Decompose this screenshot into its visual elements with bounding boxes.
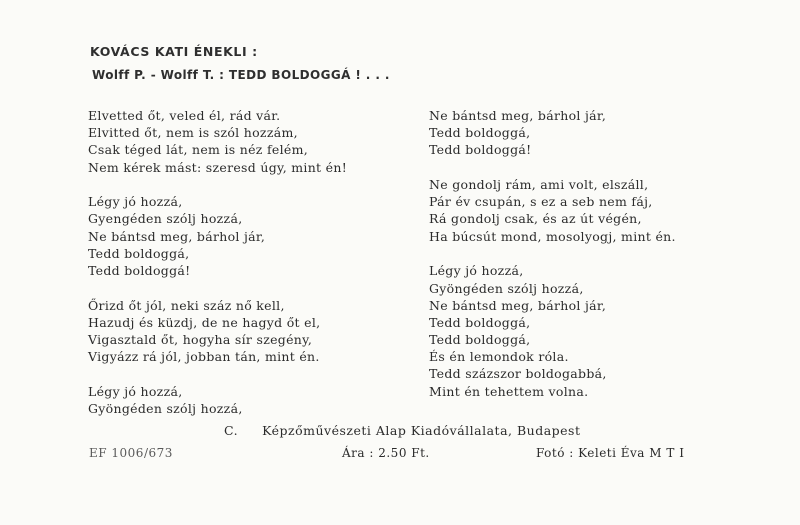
- lyric-line: Légy jó hozzá,: [88, 194, 183, 210]
- artist-title: KOVÁCS KATI ÉNEKLI :: [90, 44, 258, 59]
- stanza: [429, 262, 749, 400]
- lyric-line: Tedd százszor boldogabbá,: [429, 366, 607, 382]
- header: [90, 44, 390, 82]
- lyric-line: Ha búcsút mond, mosolyogj, mint én.: [429, 228, 676, 244]
- photo-credit: Fotó : Keleti Éva M T I: [536, 446, 685, 460]
- lyric-line: Tedd boldoggá,: [429, 125, 531, 141]
- lyric-line: Ne bántsd meg, bárhol jár,: [88, 228, 266, 244]
- lyric-line: Ne gondolj rám, ami volt, elszáll,: [429, 177, 649, 193]
- price-label: Ára : 2.50 Ft.: [342, 446, 430, 460]
- lyric-line: Elvetted őt, veled él, rád vár.: [88, 108, 281, 123]
- lyric-line: Pár év csupán, s ez a seb nem fáj,: [429, 194, 653, 210]
- catalog-code: EF 1006/673: [89, 446, 173, 460]
- lyric-line: Tedd boldoggá,: [429, 332, 531, 348]
- lyric-line: Őrizd őt jól, neki száz nő kell,: [88, 297, 285, 313]
- publisher-prefix: C.: [224, 423, 239, 438]
- lyric-line: Gyöngéden szólj hozzá,: [88, 401, 243, 417]
- lyric-line: Tedd boldoggá,: [88, 245, 190, 261]
- lyric-line: Tedd boldoggá!: [429, 142, 532, 158]
- stanza: [88, 383, 388, 417]
- lyric-line: Nem kérek mást: szeresd úgy, mint én!: [88, 159, 348, 175]
- lyric-line: Légy jó hozzá,: [429, 263, 524, 279]
- lyric-line: Csak téged lát, nem is néz felém,: [88, 142, 309, 158]
- publisher-line: [224, 423, 581, 438]
- stanza: [88, 193, 388, 279]
- lyric-line: Tedd boldoggá!: [88, 263, 191, 278]
- lyric-line: Vigyázz rá jól, jobban tán, mint én.: [88, 349, 320, 365]
- lyric-line: És én lemondok róla.: [429, 349, 569, 365]
- lyric-line: Tedd boldoggá,: [429, 314, 531, 330]
- song-title: Wolff P. - Wolff T. : TEDD BOLDOGGÁ ! . . .: [92, 68, 390, 82]
- stanza: [429, 107, 749, 159]
- stanza: [429, 176, 749, 245]
- lyric-line: Hazudj és küzdj, de ne hagyd őt el,: [88, 314, 321, 330]
- lyric-line: Ne bántsd meg, bárhol jár,: [429, 108, 607, 123]
- publisher-name: Képzőművészeti Alap Kiadóvállalata, Budapest: [262, 423, 581, 438]
- lyric-line: Gyengéden szólj hozzá,: [88, 211, 243, 227]
- right-column: [429, 107, 749, 417]
- stanza: [88, 297, 388, 366]
- lyric-line: Mint én tehettem volna.: [429, 383, 589, 399]
- lyric-line: Vigasztald őt, hogyha sír szegény,: [88, 332, 313, 348]
- lyric-line: Rá gondolj csak, és az út végén,: [429, 211, 642, 227]
- lyric-line: Ne bántsd meg, bárhol jár,: [429, 297, 607, 313]
- stanza: [88, 107, 388, 176]
- lyric-line: Légy jó hozzá,: [88, 383, 183, 399]
- lyric-line: Elvitted őt, nem is szól hozzám,: [88, 125, 298, 141]
- left-column: [88, 107, 388, 435]
- lyric-line: Gyöngéden szólj hozzá,: [429, 280, 584, 296]
